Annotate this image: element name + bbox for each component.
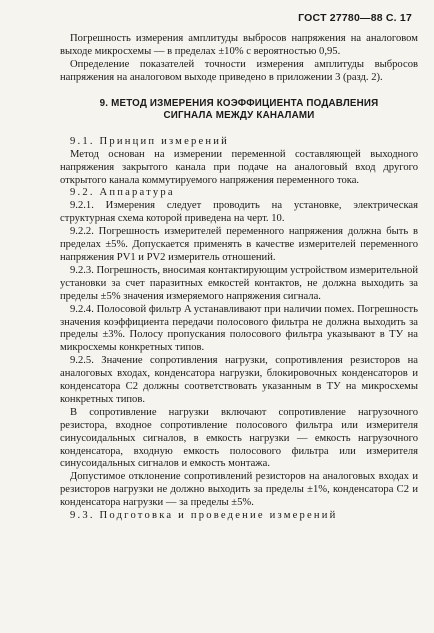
- section-title-line-1: 9. МЕТОД ИЗМЕРЕНИЯ КОЭФФИЦИЕНТА ПОДАВЛЕНИЯ: [99, 97, 379, 109]
- paragraph-9-2-4: 9.2.4. Полосовой фильтр A устанавливают при наличии помех. Погрешность значения коэффициента передачи полосового фильтра не должна выходить за пределы ±3%. Полосу пропускания полосового фильтра указывают в ТУ на микросхемы конкретных типов.: [60, 303, 418, 354]
- paragraph-9-2-5: 9.2.5. Значение сопротивления нагрузки, сопротивления резисторов на аналоговых входах, конденсатора нагрузки, блокировочных конденсаторов и конденсатора C2 должны соответствовать указанным в ТУ на микросхемы конкретных типов.: [60, 355, 418, 405]
- subsection-heading-9-2: 9.2. Аппаратура: [70, 187, 175, 199]
- paragraph-9-2-2: 9.2.2. Погрешность измерителей переменного напряжения должна быть в пределах ±5%. Допускается применять в качестве измерителей переменного напряжения PV1 и PV2 измеритель отношений.: [60, 226, 418, 263]
- section-title-line-2: СИГНАЛА МЕЖДУ КАНАЛАМИ: [163, 110, 315, 122]
- paragraph-principle: Метод основан на измерении переменной составляющей выходного напряжения закрытого канала при подаче на аналоговый вход другого открытого канала коммутируемого напряжения переменного тока.: [60, 148, 418, 186]
- paragraph-tolerance: Допустимое отклонение сопротивлений резисторов на аналоговых входах и резисторов нагрузки не должно выходить за пределы ±1%, конденсатора C2 и конденсатора нагрузки — за пределы ±5%.: [60, 471, 418, 509]
- paragraph-load: В сопротивление нагрузки включают сопротивление нагрузочного резистора, входное сопротивление полосового фильтра или измерителя синусоидальных сигналов, в емкость нагрузки — емкость нагрузочного конденсатора, входную емкость полосового фильтра или измерителя синусоидальных сигналов и емкость монтажа.: [60, 406, 418, 470]
- paragraph-error-limit: Погрешность измерения амплитуды выбросов напряжения на аналоговом выходе микросхемы — в пределах ±10% с вероятностью 0,95.: [60, 33, 418, 57]
- page-content: [60, 33, 418, 523]
- subsection-heading-9-1: 9.1. Принцип измерений: [70, 135, 229, 147]
- paragraph-9-2-3: 9.2.3. Погрешность, вносимая контактирующим устройством измерительной установки за счет паразитных емкостей контактов, не должна выходить за пределы ±5% значения измеряемого напряжения сигнала.: [60, 264, 418, 302]
- paragraph-9-2-1: 9.2.1. Измерения следует проводить на установке, электрическая структурная схема которой приведена на черт. 10.: [60, 200, 418, 225]
- page-header: ГОСТ 27780—88 С. 17: [298, 12, 412, 24]
- paragraph-accuracy: Определение показателей точности измерения амплитуды выбросов напряжения на аналоговом выходе приведено в приложении 3 (разд. 2).: [60, 58, 418, 83]
- subsection-heading-9-3: 9.3. Подготовка и проведение измерений: [70, 510, 338, 522]
